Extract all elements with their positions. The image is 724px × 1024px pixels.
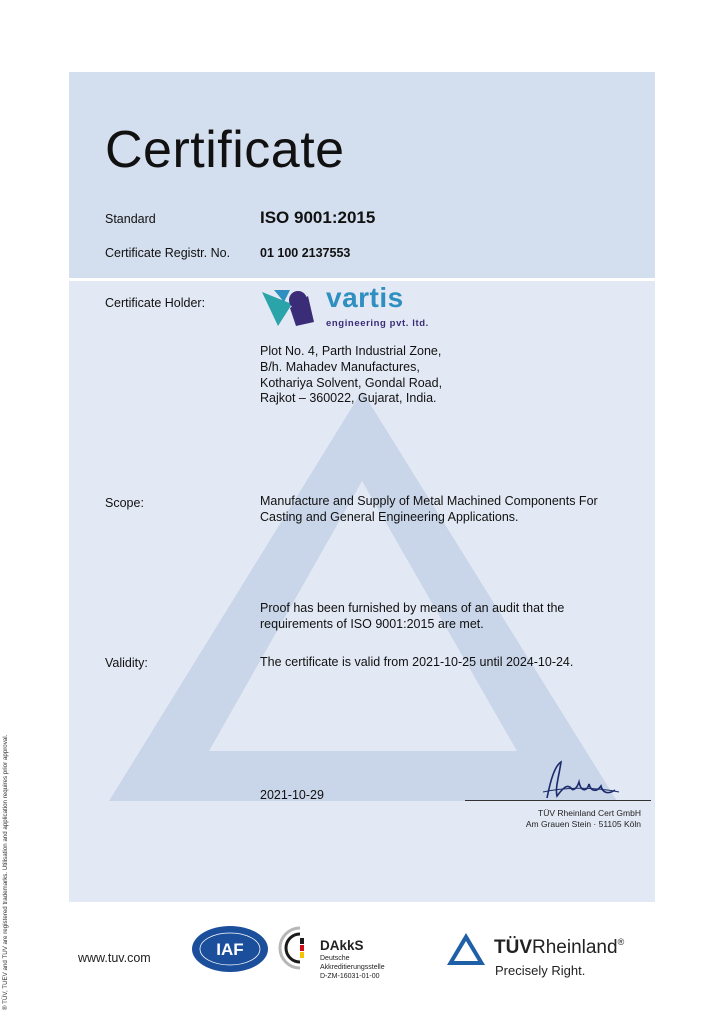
address-line: B/h. Mahadev Manufactures, (260, 359, 420, 374)
vartis-logo-icon (260, 286, 322, 330)
iaf-label: IAF (216, 940, 244, 959)
signature (541, 758, 621, 802)
tuv-triangle-icon (446, 932, 486, 966)
proof-line: Proof has been furnished by means of an audit that the (260, 601, 565, 615)
scope-line: Casting and General Engineering Applications. (260, 509, 519, 524)
issue-date: 2021-10-29 (260, 788, 324, 802)
standard-label: Standard (105, 212, 156, 226)
proof-text (260, 601, 564, 633)
iaf-logo (191, 925, 269, 973)
tuv-rheinland-logo (446, 932, 656, 984)
registered-mark: ® (617, 937, 625, 947)
address-line: Rajkot – 360022, Gujarat, India. (260, 391, 437, 406)
registration-value: 01 100 2137553 (260, 246, 351, 260)
scope-line: Manufacture and Supply of Metal Machined Components For (260, 494, 598, 508)
tuv-slogan: Precisely Right. (495, 963, 586, 978)
trademark-note: ® TÜV, TUEV and TUV are registered trademarks. Utilisation and application requires prior approval. (2, 734, 9, 1010)
certificate-sheet (69, 72, 655, 902)
tuv-wordmark-rest: Rheinland (532, 937, 618, 958)
scope-label: Scope: (105, 496, 144, 510)
signature-line (465, 800, 651, 801)
holder-label: Certificate Holder: (105, 296, 206, 310)
footer-url[interactable]: www.tuv.com (78, 951, 151, 965)
dakks-name: DAkkS (320, 938, 364, 953)
vartis-logo-name: vartis (326, 282, 404, 313)
scope-text (260, 494, 598, 526)
dakks-accreditation-number: D-ZM-16031-01-00 (320, 973, 380, 980)
issuer-name: TÜV Rheinland Cert GmbH (538, 808, 641, 818)
dakks-emblem-icon (276, 924, 318, 972)
validity-label: Validity: (105, 656, 148, 670)
dakks-line: Akkreditierungsstelle (320, 964, 385, 971)
standard-value: ISO 9001:2015 (260, 208, 376, 227)
proof-line: requirements of ISO 9001:2015 are met. (260, 616, 484, 631)
address-line: Plot No. 4, Parth Industrial Zone, (260, 344, 442, 358)
vartis-logo-subtitle: engineering pvt. ltd. (326, 318, 429, 329)
issuer-block (526, 808, 641, 830)
registration-label: Certificate Registr. No. (105, 246, 231, 260)
dakks-line: Deutsche (320, 955, 350, 962)
address-line: Kothariya Solvent, Gondal Road, (260, 375, 443, 390)
tuv-wordmark-bold: TÜV (494, 937, 532, 958)
holder-address (260, 344, 442, 407)
issuer-address: Am Grauen Stein · 51105 Köln (525, 819, 641, 829)
dakks-logo (276, 924, 406, 984)
vartis-logo (260, 282, 450, 332)
validity-text: The certificate is valid from 2021-10-25 until 2024-10-24. (260, 655, 574, 669)
certificate-title: Certificate (105, 121, 345, 179)
tuv-wordmark (494, 937, 624, 959)
